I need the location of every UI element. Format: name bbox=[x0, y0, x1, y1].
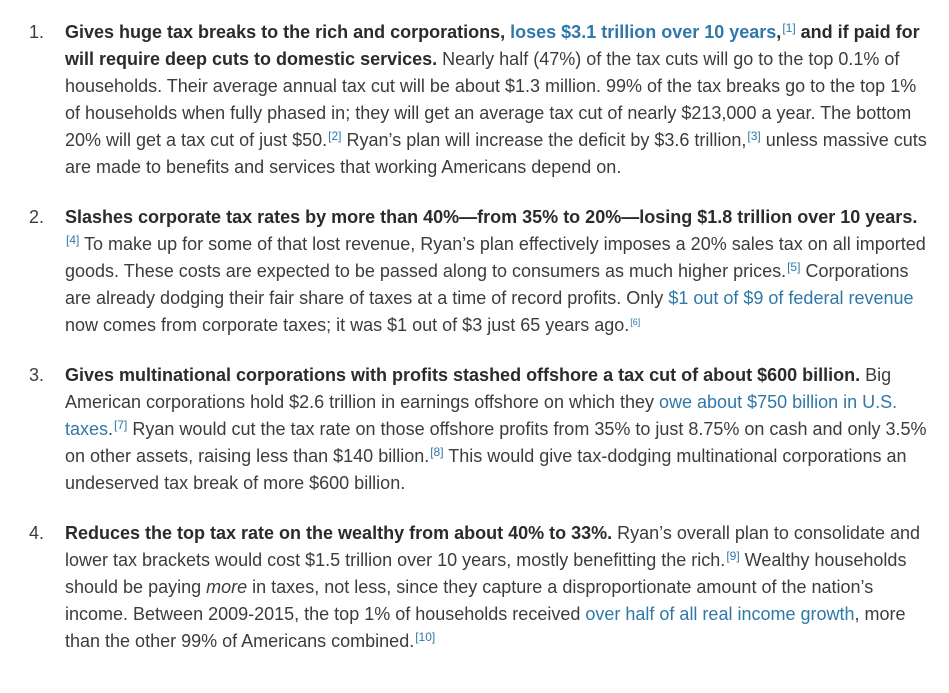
body-text: Ryan’s overall plan to consolidate and lower tax brackets would cost $1.5 trillion over 10 years, mostly benefitting the rich. bbox=[65, 523, 921, 570]
body-text: unless massive cuts are made to benefits and services that working Americans depend on. bbox=[65, 130, 927, 177]
item-lead: Reduces the top tax rate on the wealthy from about 40% to 33%. bbox=[65, 523, 613, 543]
item-lead: Slashes corporate tax rates by more than 40%—from 35% to 20%—losing $1.8 trillion over 10 years. bbox=[65, 207, 918, 227]
body-text: , more than the other 99% of Americans combined. bbox=[65, 604, 906, 651]
footnote-7 bbox=[114, 418, 127, 432]
list-item bbox=[0, 19, 929, 181]
footnote-4 bbox=[66, 233, 79, 247]
footnote-3 bbox=[747, 129, 760, 143]
body-text: Ryan’s plan will increase the deficit by $3.6 trillion, bbox=[346, 130, 747, 150]
body-text: Nearly half (47%) of the tax cuts will go to the top 0.1% of households. Their average annual tax cut will be about $1.3 million. 99% of the tax breaks go to the top 1% of households when fully phased in; they will get an average tax cut of nearly $213,000 a year. The bottom 20% will get a tax cut of just $50. bbox=[65, 49, 917, 150]
footnote-9-link[interactable]: [9] bbox=[726, 549, 740, 563]
list-item bbox=[0, 520, 929, 655]
item-number: 3. bbox=[29, 365, 45, 385]
body-text: To make up for some of that lost revenue, Ryan’s plan effectively imposes a 20% sales tax on all imported goods. These costs are expected to be passed along to consumers as much higher prices. bbox=[65, 234, 926, 281]
lead-text: Gives huge tax breaks to the rich and corporations, bbox=[65, 22, 506, 42]
footnote-1 bbox=[782, 21, 795, 35]
income-growth-link[interactable]: over half of all real income growth bbox=[585, 604, 855, 624]
body-text: Corporations are already dodging their fair share of taxes at a time of record profits. Only bbox=[65, 261, 909, 308]
body-text: now comes from corporate taxes; it was $1 out of $3 just 65 years ago. bbox=[65, 315, 630, 335]
footnote-4-link[interactable]: [4] bbox=[66, 233, 80, 247]
emphasis-text: more bbox=[206, 577, 248, 597]
body-text: Big American corporations hold $2.6 trillion in earnings offshore on which they bbox=[65, 365, 892, 412]
item-lead: Gives huge tax breaks to the rich and corporations, loses $3.1 trillion over 10 years,[1] and if paid for will require deep cuts to domestic services. bbox=[65, 21, 920, 69]
footnote-5 bbox=[787, 260, 800, 274]
footnote-10-link[interactable]: [10] bbox=[415, 630, 436, 644]
item-number: 2. bbox=[29, 207, 45, 227]
item-lead: Gives multinational corporations with profits stashed offshore a tax cut of about $600 billion. bbox=[65, 365, 861, 385]
footnote-3-link[interactable]: [3] bbox=[747, 129, 761, 143]
body-text: This would give tax-dodging multinational corporations an undeserved tax break of more $600 billion. bbox=[65, 446, 907, 493]
list-item bbox=[0, 362, 929, 497]
list-item bbox=[0, 204, 929, 339]
body-text: in taxes, not less, since they capture a disproportionate amount of the nation’s income. Between 2009-2015, the top 1% of households received bbox=[65, 577, 874, 624]
lead-tail: and if paid for will require deep cuts to domestic services. bbox=[65, 22, 920, 69]
body-text: Wealthy households should be paying bbox=[65, 550, 907, 597]
footnote-7-link[interactable]: [7] bbox=[114, 418, 128, 432]
footnote-2 bbox=[328, 129, 341, 143]
footnote-1-link[interactable]: [1] bbox=[782, 21, 796, 35]
loses-3-1-trillion-link[interactable]: loses $3.1 trillion over 10 years bbox=[510, 22, 777, 42]
owe-750-billion-link[interactable]: owe about $750 billion in U.S. taxes bbox=[65, 392, 898, 439]
body-text: . bbox=[108, 419, 114, 439]
footnote-5-link[interactable]: [5] bbox=[787, 260, 801, 274]
footnote-8 bbox=[430, 445, 443, 459]
footnote-9 bbox=[726, 549, 739, 563]
body-text: Ryan would cut the tax rate on those offshore profits from 35% to just 8.75% on cash and only 3.5% on other assets, raising less than $140 billion. bbox=[65, 419, 927, 466]
footnote-10 bbox=[415, 630, 435, 644]
footnote-6 bbox=[630, 317, 640, 327]
footnote-2-link[interactable]: [2] bbox=[328, 129, 342, 143]
footnote-6-link[interactable]: [6] bbox=[630, 317, 641, 327]
item-number: 1. bbox=[29, 22, 45, 42]
footnote-8-link[interactable]: [8] bbox=[430, 445, 444, 459]
federal-revenue-link[interactable]: $1 out of $9 of federal revenue bbox=[668, 288, 914, 308]
item-number: 4. bbox=[29, 523, 45, 543]
